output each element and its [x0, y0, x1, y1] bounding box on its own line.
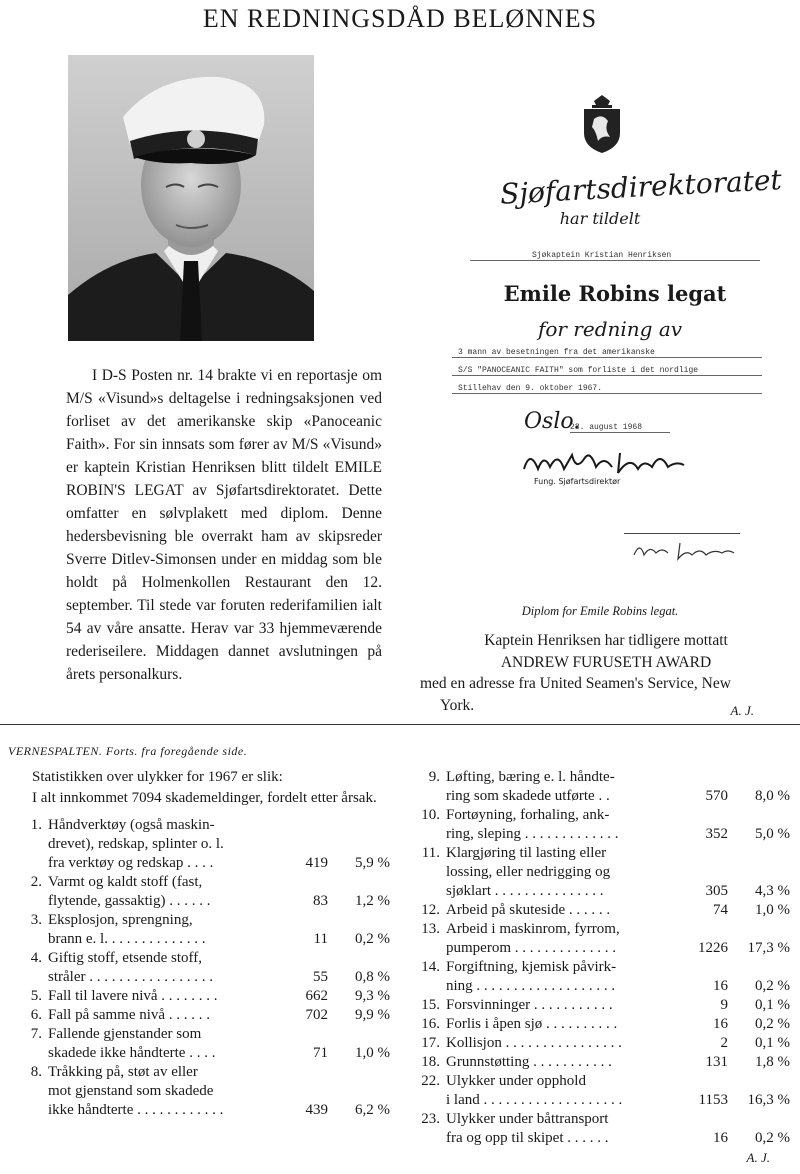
accident-count: 16	[713, 1130, 728, 1146]
accident-count: 352	[705, 826, 728, 842]
section-signature: A. J.	[746, 1150, 770, 1165]
accident-percent: 0,2 %	[755, 978, 790, 994]
accident-row	[416, 1072, 790, 1110]
accident-count: 439	[305, 1102, 328, 1118]
accident-number: 1.	[30, 817, 42, 833]
accident-number: 8.	[30, 1064, 42, 1080]
accident-row	[416, 1015, 790, 1034]
accident-cause: Grunnstøtting . . . . . . . . . . .	[446, 1054, 612, 1070]
accident-number: 4.	[30, 950, 42, 966]
accident-cause: Forlis i åpen sjø . . . . . . . . . .	[446, 1016, 618, 1032]
accident-cause: stråler . . . . . . . . . . . . . . . . .	[48, 969, 213, 985]
accident-cause: ikke håndterte . . . . . . . . . . . .	[48, 1102, 224, 1118]
accident-percent: 0,1 %	[755, 997, 790, 1013]
accident-cause: skadede ikke håndterte . . . .	[48, 1045, 216, 1061]
accident-cause: lossing, eller nedrigging og	[446, 864, 611, 880]
accident-count: 1153	[698, 1092, 728, 1108]
right-column	[416, 768, 790, 1148]
accident-row	[416, 806, 790, 844]
accident-number: 16.	[421, 1016, 440, 1032]
accident-cause: Forsvinninger . . . . . . . . . . .	[446, 997, 613, 1013]
accident-count: 71	[313, 1045, 328, 1061]
accident-row	[416, 1053, 790, 1072]
accident-count: 11	[313, 931, 328, 947]
accident-percent: 5,0 %	[755, 826, 790, 842]
rescue-line-1: 3 mann av besetningen fra det amerikanske	[452, 348, 762, 358]
har-tildelt-script: har tildelt	[559, 209, 641, 228]
signature-director	[520, 445, 690, 479]
accident-row	[18, 987, 390, 1006]
accident-number: 18.	[421, 1054, 440, 1070]
accident-count: 305	[705, 883, 728, 899]
accident-percent: 9,9 %	[355, 1007, 390, 1023]
accident-row	[18, 1006, 390, 1025]
accident-row	[416, 1034, 790, 1053]
award-line-2: ANDREW FURUSETH AWARD	[500, 653, 712, 671]
accident-row	[18, 1063, 390, 1120]
statistics-intro: Statistikken over ulykker for 1967 er slik:	[32, 769, 283, 785]
signature-recipient	[630, 537, 740, 563]
accident-percent: 4,3 %	[755, 883, 790, 899]
accident-count: 2	[720, 1035, 728, 1051]
accident-count: 74	[713, 902, 728, 918]
accident-number: 22.	[421, 1073, 440, 1089]
accident-number: 6.	[30, 1007, 42, 1023]
role-text: Fung. Sjøfartsdirektør	[534, 477, 621, 486]
recipient-typed: Sjøkaptein Kristian Henriksen	[470, 251, 760, 261]
accident-count: 55	[313, 969, 328, 985]
rescue-line-3: Stillehav den 9. oktober 1967.	[452, 384, 762, 394]
accident-cause: Forgiftning, kjemisk påvirk-	[446, 959, 617, 975]
award-line-3: med en adresse fra United Seamen's Service, New	[420, 675, 731, 692]
accident-cause: Fall til lavere nivå . . . . . . . .	[48, 988, 218, 1004]
accident-cause: fra verktøy og redskap . . . .	[48, 855, 214, 871]
section-title: VERNESPALTEN. Forts. fra foregående side.	[8, 744, 248, 758]
accident-row	[416, 996, 790, 1015]
accident-number: 9.	[428, 769, 440, 785]
intro-article	[66, 364, 382, 686]
accident-cause: brann e. l. . . . . . . . . . . . . .	[48, 931, 206, 947]
accident-percent: 6,2 %	[355, 1102, 390, 1118]
accident-percent: 8,0 %	[755, 788, 790, 804]
accident-row	[18, 1025, 390, 1063]
accident-count: 702	[305, 1007, 328, 1023]
accident-row	[18, 816, 390, 873]
accident-percent: 16,3 %	[747, 1092, 790, 1108]
intro-paragraph: I D-S Posten nr. 14 brakte vi en reportasje om M/S «Visund»s deltagelse i redningsaksjonen ved forliset av det amerikanske skip «Panoceanic Faith». For sin innsats som fører av M/S «Visund» er kaptein Kristian Henriksen blitt tildelt EMILE ROBIN'S LEGAT av Sjøfartsdirektoratet. Dette omfatter en sølvplakett med diplom. Denne hedersbevisning ble overrakt ham av skipsreder Sverre Ditlev-Simonsen under en middag som ble holdt på Holmenkollen Restaurant den 12. september. Til stede var foruten rederifamilien ialt 54 av våre ansatte. Herav var 33 hjemmeværende rederiseilere. Middagen dannet avslutningen på årets personalkurs.	[66, 367, 382, 683]
accident-count: 662	[305, 988, 328, 1004]
accident-cause: mot gjenstand som skadede	[48, 1083, 214, 1099]
left-column	[18, 768, 390, 1120]
award-line-1: Kaptein Henriksen har tidligere mottatt	[484, 632, 728, 649]
accident-percent: 0,2 %	[755, 1130, 790, 1146]
accident-cause: sjøklart . . . . . . . . . . . . . . .	[446, 883, 604, 899]
accident-percent: 9,3 %	[355, 988, 390, 1004]
accident-cause: ning . . . . . . . . . . . . . . . . . . .	[446, 978, 616, 994]
accident-cause: pumperom . . . . . . . . . . . . . .	[446, 940, 616, 956]
accident-percent: 1,0 %	[355, 1045, 390, 1061]
accident-cause: Ulykker under opphold	[446, 1073, 586, 1089]
accident-percent: 1,2 %	[355, 893, 390, 909]
accident-count: 1226	[698, 940, 728, 956]
section-divider	[0, 724, 800, 725]
accident-percent: 0,2 %	[755, 1016, 790, 1032]
accident-number: 13.	[421, 921, 440, 937]
accident-list-left	[18, 816, 390, 1120]
accident-row	[416, 901, 790, 920]
accident-count: 83	[313, 893, 328, 909]
signature-line	[624, 533, 740, 534]
accident-row	[416, 768, 790, 806]
accident-cause: ring som skadede utførte . .	[446, 788, 610, 804]
accident-row	[18, 911, 390, 949]
accident-cause: fra og opp til skipet . . . . . .	[446, 1130, 609, 1146]
award-line-4: York.	[440, 696, 475, 714]
accident-percent: 5,9 %	[355, 855, 390, 871]
award-signature: A. J.	[730, 703, 754, 718]
accident-number: 14.	[421, 959, 440, 975]
accident-cause: Løfting, bæring e. l. håndte-	[446, 769, 615, 785]
captain-portrait	[68, 55, 314, 341]
accident-row	[416, 958, 790, 996]
date-typed: 23. august 1968	[570, 423, 670, 433]
accident-cause: Arbeid på skuteside . . . . . .	[446, 902, 611, 918]
accident-cause: Fortøyning, forhaling, ank-	[446, 807, 610, 823]
accident-number: 17.	[421, 1035, 440, 1051]
accident-number: 11.	[421, 845, 440, 861]
diploma-caption: Diplom for Emile Robins legat.	[521, 604, 679, 618]
accident-cause: Eksplosjon, sprengning,	[48, 912, 193, 928]
accident-cause: flytende, gassaktig) . . . . . .	[48, 893, 211, 909]
accident-percent: 0,1 %	[755, 1035, 790, 1051]
accident-percent: 1,0 %	[755, 902, 790, 918]
accident-row	[18, 949, 390, 987]
place-script: Oslo.	[524, 409, 581, 434]
accident-row	[416, 1110, 790, 1148]
accident-percent: 0,2 %	[355, 931, 390, 947]
accident-number: 15.	[421, 997, 440, 1013]
for-redning-script: for redning av	[537, 317, 683, 341]
accident-cause: Håndverktøy (også maskin-	[48, 817, 215, 833]
accident-cause: Ulykker under båttransport	[446, 1111, 609, 1127]
coat-of-arms-icon	[580, 93, 624, 155]
accident-count: 16	[713, 1016, 728, 1032]
accident-row	[18, 873, 390, 911]
rescue-line-2: S/S "PANOCEANIC FAITH" som forliste i det nordlige	[452, 366, 762, 376]
accident-row	[416, 844, 790, 901]
accident-number: 10.	[421, 807, 440, 823]
accident-cause: Fallende gjenstander som	[48, 1026, 202, 1042]
accident-cause: Giftig stoff, etsende stoff,	[48, 950, 203, 966]
authority-script: Sjøfartsdirektoratet	[499, 163, 783, 211]
diploma	[440, 85, 783, 585]
accident-number: 23.	[421, 1111, 440, 1127]
headline: EN REDNINGSDÅD BELØNNES	[202, 4, 598, 33]
accident-cause: Varmt og kaldt stoff (fast,	[48, 874, 203, 890]
accident-count: 570	[705, 788, 728, 804]
accident-row	[416, 920, 790, 958]
accident-number: 7.	[30, 1026, 42, 1042]
accident-number: 12.	[421, 902, 440, 918]
statistics-total: I alt innkommet 7094 skademeldinger, fordelt etter årsak.	[32, 790, 377, 806]
accident-cause: Kollisjon . . . . . . . . . . . . . . . .	[446, 1035, 622, 1051]
accident-count: 9	[720, 997, 728, 1013]
accident-cause: ring, sleping . . . . . . . . . . . . .	[446, 826, 619, 842]
accident-cause: Arbeid i maskinrom, fyrrom,	[446, 921, 620, 937]
accident-cause: Tråkking på, støt av eller	[48, 1064, 198, 1080]
accident-count: 16	[713, 978, 728, 994]
accident-percent: 1,8 %	[755, 1054, 790, 1070]
accident-count: 419	[305, 855, 328, 871]
accident-count: 131	[705, 1054, 728, 1070]
accident-number: 2.	[30, 874, 42, 890]
award-title: Emile Robins legat	[503, 281, 727, 306]
accident-cause: Klargjøring til lasting eller	[446, 845, 607, 861]
accident-number: 3.	[30, 912, 42, 928]
accident-number: 5.	[30, 988, 42, 1004]
accident-percent: 17,3 %	[747, 940, 790, 956]
accident-cause: i land . . . . . . . . . . . . . . . . . . .	[446, 1092, 623, 1108]
accident-cause: drevet), redskap, splinter o. l.	[48, 836, 224, 852]
accident-percent: 0,8 %	[355, 969, 390, 985]
accident-list-right	[416, 768, 790, 1148]
accident-cause: Fall på samme nivå . . . . . .	[48, 1007, 211, 1023]
